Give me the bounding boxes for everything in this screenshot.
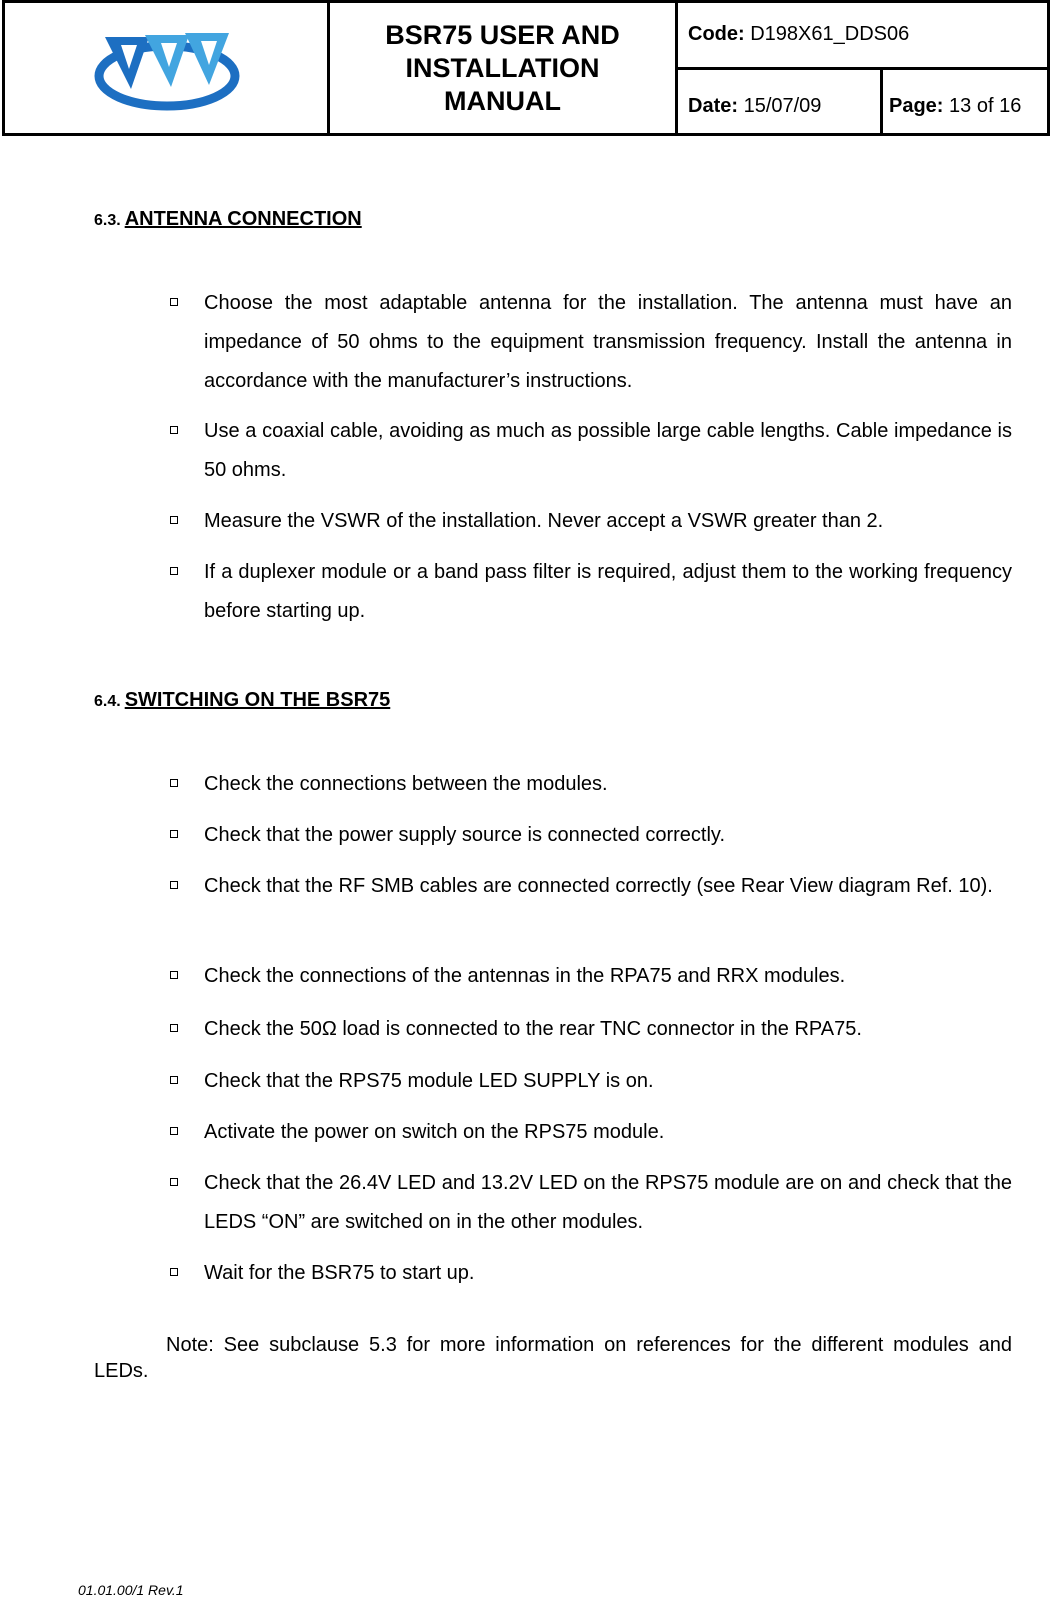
checkbox-bullet-icon	[170, 881, 178, 889]
checkbox-bullet-icon	[170, 298, 178, 306]
logo-cell	[5, 3, 330, 133]
checkbox-bullet-icon	[170, 516, 178, 524]
list-item-text: Check that the RF SMB cables are connected correctly (see Rear View diagram Ref. 10).	[204, 875, 993, 897]
list-item	[170, 412, 1012, 490]
note-text: Note: See subclause 5.3 for more information on references for the different modules and LEDs.	[94, 1334, 1012, 1382]
list-item-text: Choose the most adaptable antenna for the installation. The antenna must have an impedance of 50 ohms to the equipment transmission frequency. Install the antenna in accordance with the manufacturer’s instructions.	[204, 292, 1012, 392]
page-value: 13 of 16	[949, 95, 1022, 117]
list-item	[170, 1010, 1012, 1049]
document-title	[330, 3, 678, 133]
list-item	[170, 502, 1012, 541]
title-line-2: INSTALLATION	[405, 52, 600, 83]
list-item-text: If a duplexer module or a band pass filter is required, adjust them to the working frequency before starting up.	[204, 561, 1012, 622]
list-item	[170, 867, 1012, 906]
checkbox-bullet-icon	[170, 426, 178, 434]
title-line-3: MANUAL	[444, 85, 561, 116]
list-item-text: Check the 50Ω load is connected to the rear TNC connector in the RPA75.	[204, 1018, 862, 1040]
list-item-text: Check that the 26.4V LED and 13.2V LED on the RPS75 module are on and check that the LEDS “ON” are switched on in the other modules.	[204, 1172, 1012, 1233]
checkbox-bullet-icon	[170, 1024, 178, 1032]
section-heading-6-3	[94, 208, 362, 231]
checkbox-bullet-icon	[170, 830, 178, 838]
checkbox-bullet-icon	[170, 1268, 178, 1276]
list-item-text: Check that the RPS75 module LED SUPPLY is on.	[204, 1070, 654, 1092]
date-value: 15/07/09	[743, 95, 822, 117]
list-item	[170, 816, 1012, 855]
date-label: Date:	[688, 95, 739, 117]
list-item-text: Measure the VSWR of the installation. Never accept a VSWR greater than 2.	[204, 510, 884, 532]
title-line-1: BSR75 USER AND	[385, 19, 620, 50]
section-title: ANTENNA CONNECTION	[124, 208, 362, 230]
page-cell	[883, 70, 1047, 133]
list-item	[170, 553, 1012, 631]
footer-revision: 01.01.00/1 Rev.1	[78, 1582, 184, 1598]
section-number: 6.4.	[94, 693, 121, 710]
code-label: Code:	[688, 23, 745, 45]
code-cell	[678, 3, 1047, 70]
code-value: D198X61_DDS06	[750, 23, 910, 45]
section-number: 6.3.	[94, 212, 121, 229]
list-item-text: Activate the power on switch on the RPS75 module.	[204, 1121, 665, 1143]
date-cell	[678, 70, 883, 133]
note-paragraph	[94, 1332, 1012, 1384]
checkbox-bullet-icon	[170, 1127, 178, 1135]
company-logo	[91, 21, 251, 121]
checkbox-bullet-icon	[170, 971, 178, 979]
document-header	[2, 0, 1050, 136]
checkbox-bullet-icon	[170, 779, 178, 787]
list-item-text: Check the connections between the modules.	[204, 773, 608, 795]
checkbox-bullet-icon	[170, 1178, 178, 1186]
list-item	[170, 284, 1012, 401]
checkbox-bullet-icon	[170, 1076, 178, 1084]
page-label: Page:	[889, 95, 944, 117]
list-item-text: Use a coaxial cable, avoiding as much as possible large cable lengths. Cable impedance is 50 ohms.	[204, 420, 1012, 481]
list-item	[170, 1254, 1012, 1293]
checkbox-bullet-icon	[170, 567, 178, 575]
section-title: SWITCHING ON THE BSR75	[124, 689, 391, 711]
list-item-text: Check that the power supply source is connected correctly.	[204, 824, 725, 846]
list-item	[170, 1164, 1012, 1242]
list-item	[170, 1062, 1012, 1101]
list-item-text: Check the connections of the antennas in the RPA75 and RRX modules.	[204, 965, 846, 987]
list-item	[170, 765, 1012, 804]
section-heading-6-4	[94, 689, 390, 712]
list-item	[170, 957, 1012, 996]
list-item-text: Wait for the BSR75 to start up.	[204, 1262, 475, 1284]
list-item	[170, 1113, 1012, 1152]
